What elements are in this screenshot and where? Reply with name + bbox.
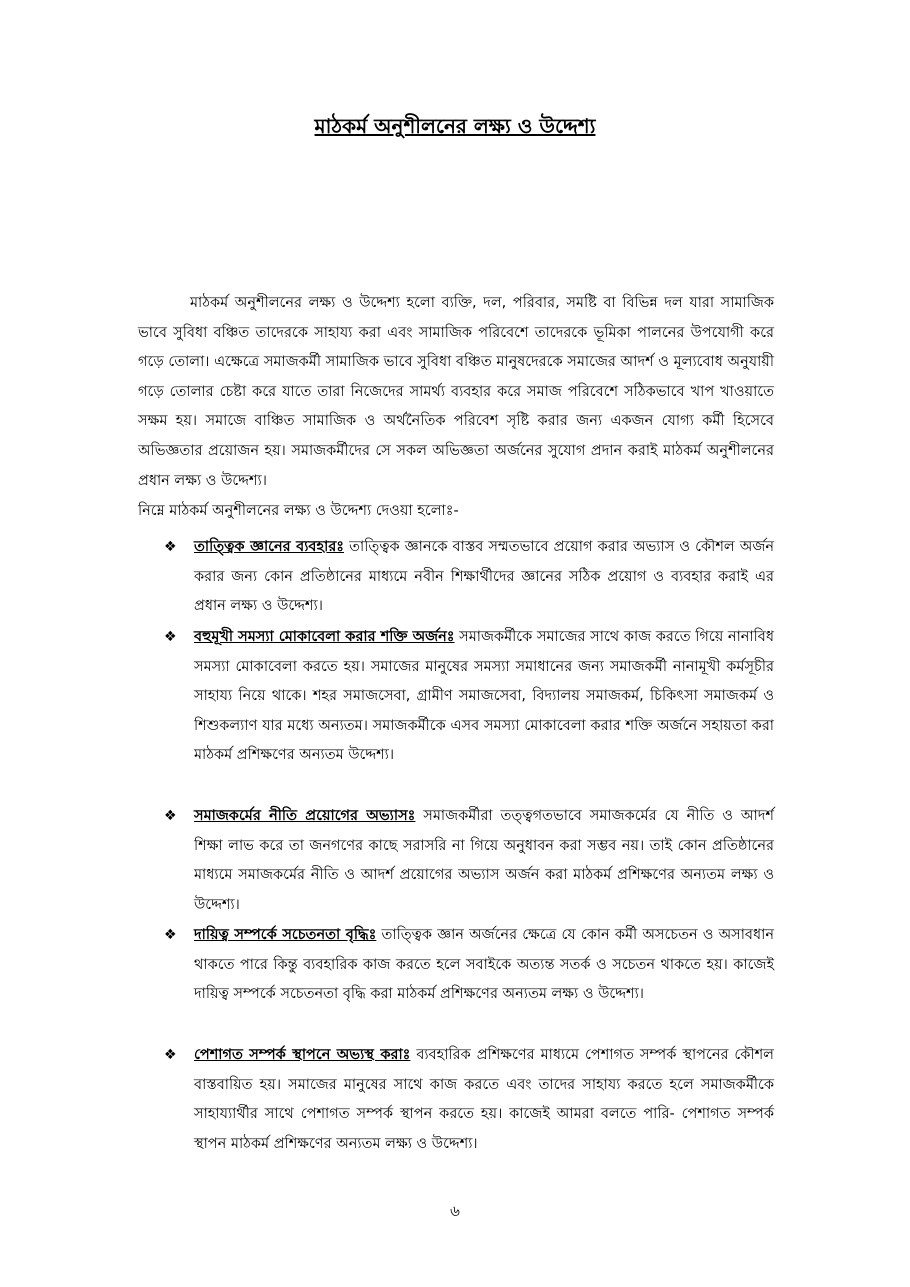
list-item-text: সমাজকর্মীকে সমাজের সাথে কাজ করতে গিয়ে নানাবিধ সমস্যা মোকাবেলা করতে হয়। সমাজের মানুষের সমস্যা সমাধানের জন্য সমাজকর্মী নানামূখী কর্মসূচীর সাহায্য নিয়ে থাকে। শহর সমাজসেবা, গ্রামীণ সমাজসেবা, বিদ্যালয় সমাজকর্ম, চিকিৎসা সমাজকর্ম ও শিশুকল্যাণ যার মধ্যে অন্যতম। সমাজকর্মীকে এসব সমস্যা মোকাবেলা করার শক্তি অর্জনে সহায়তা করা মাঠকর্ম প্রশিক্ষণের অন্যতম উদ্দেশ্য। bbox=[194, 629, 774, 764]
page-number: ৬ bbox=[450, 1202, 460, 1220]
intro-paragraph: মাঠকর্ম অনুশীলনের লক্ষ্য ও উদ্দেশ্য হলো ব্যক্তি, দল, পরিবার, সমষ্টি বা বিভিন্ন দল যারা সামাজিক ভাবে সুবিধা বঞ্চিত তাদেরকে সাহায্য করা এবং সামাজিক পরিবেশে তাদেরকে ভূমিকা পালনের উপযোগী করে গড়ে তোলা। এক্ষেত্রে সমাজকর্মী সামাজিক ভাবে সুবিধা বঞ্চিত মানুষদেরকে সমাজের আদর্শ ও মূল্যবোধ অনুযায়ী গড়ে তোলার চেষ্টা করে যাতে তারা নিজেদের সামর্থ্য ব্যবহার করে সমাজ পরিবেশে সঠিকভাবে খাপ খাওয়াতে সক্ষম হয়। সমাজে বাঞ্চিত সামাজিক ও অর্থনৈতিক পরিবেশ সৃষ্টি করার জন্য একজন যোগ্য কর্মী হিসেবে অভিজ্ঞতার প্রয়োজন হয়। সমাজকর্মীদের সে সকল অভিজ্ঞতা অর্জনের সুযোগ প্রদান করাই মাঠকর্ম অনুশীলনের প্রধান লক্ষ্য ও উদ্দেশ্য। bbox=[138, 295, 774, 489]
list-item bbox=[138, 533, 774, 622]
list-item-text: সমাজকর্মীরা তত্ত্বগতভাবে সমাজকর্মের যে নীতি ও আদর্শ শিক্ষা লাভ করে তা জনগণের কাছে সরাসরি না গিয়ে অনুধাবন করা সম্ভব নয়। তাই কোন প্রতিষ্ঠানের মাধ্যমে সমাজকর্মের নীতি ও আদর্শ প্রয়োগের অভ্যাস অর্জন করা মাঠকর্ম প্রশিক্ষণের অন্যতম লক্ষ্য ও উদ্দেশ্য। bbox=[194, 808, 774, 913]
list-item-text: তাত্ত্বিক জ্ঞানকে বাস্তব সম্মতভাবে প্রয়োগ করার অভ্যাস ও কৌশল অর্জন করার জন্য কোন প্রতিষ্ঠানের মাধ্যমে নবীন শিক্ষার্থীদের জ্ঞানের সঠিক প্রয়োগ ও ব্যবহার করাই এর প্রধান লক্ষ্য ও উদ্দেশ্য। bbox=[194, 539, 774, 615]
list-item-heading: তাত্ত্বিক জ্ঞানের ব্যবহারঃ bbox=[194, 539, 345, 555]
diamond-bullet-icon: ❖ bbox=[164, 1047, 177, 1063]
list-item-heading: বহুমূখী সমস্যা মোকাবেলা করার শক্তি অর্জনঃ bbox=[194, 629, 455, 645]
diamond-bullet-icon: ❖ bbox=[164, 808, 177, 824]
list-item-heading: সমাজকর্মের নীতি প্রয়োগের অভ্যাসঃ bbox=[194, 808, 416, 824]
list-lead-sentence: নিম্নে মাঠকর্ম অনুশীলনের লক্ষ্য ও উদ্দেশ্য দেওয়া হলোঃ- bbox=[138, 503, 459, 519]
list-item bbox=[138, 921, 774, 1010]
page-title: মাঠকর্ম অনুশীলনের লক্ষ্য ও উদ্দেশ্য bbox=[314, 114, 596, 138]
list-item bbox=[138, 1041, 774, 1159]
list-item-heading: পেশাগত সম্পর্ক স্থাপনে অভ্যস্থ করাঃ bbox=[194, 1047, 411, 1063]
list-item-heading: দায়িত্ব সম্পর্কে সচেতনতা বৃদ্ধিঃ bbox=[194, 927, 377, 943]
list-item bbox=[138, 623, 774, 771]
list-item-text: ব্যবহারিক প্রশিক্ষণের মাধ্যমে পেশাগত সম্পর্ক স্থাপনের কৌশল বাস্তবায়িত হয়। সমাজের মানুষের সাথে কাজ করতে এবং তাদের সাহায্য করতে হলে সমাজকর্মীকে সাহায্যার্থীর সাথে পেশাগত সম্পর্ক স্থাপন করতে হয়। কাজেই আমরা বলতে পারি- পেশাগত সম্পর্ক স্থাপন মাঠকর্ম প্রশিক্ষণের অন্যতম লক্ষ্য ও উদ্দেশ্য। bbox=[194, 1047, 774, 1152]
list-item bbox=[138, 802, 774, 920]
diamond-bullet-icon: ❖ bbox=[164, 629, 177, 645]
diamond-bullet-icon: ❖ bbox=[164, 539, 177, 555]
diamond-bullet-icon: ❖ bbox=[164, 927, 177, 943]
list-item-text: তাত্ত্বিক জ্ঞান অর্জনের ক্ষেত্রে যে কোন কর্মী অসচেতন ও অসাবধান থাকতে পারে কিন্তু ব্যবহারিক কাজ করতে হলে সবাইকে অত্যন্ত সতর্ক ও সচেতন থাকতে হয়। কাজেই দায়িত্ব সম্পর্কে সচেতনতা বৃদ্ধি করা মাঠকর্ম প্রশিক্ষণের অন্যতম লক্ষ্য ও উদ্দেশ্য। bbox=[194, 927, 774, 1003]
